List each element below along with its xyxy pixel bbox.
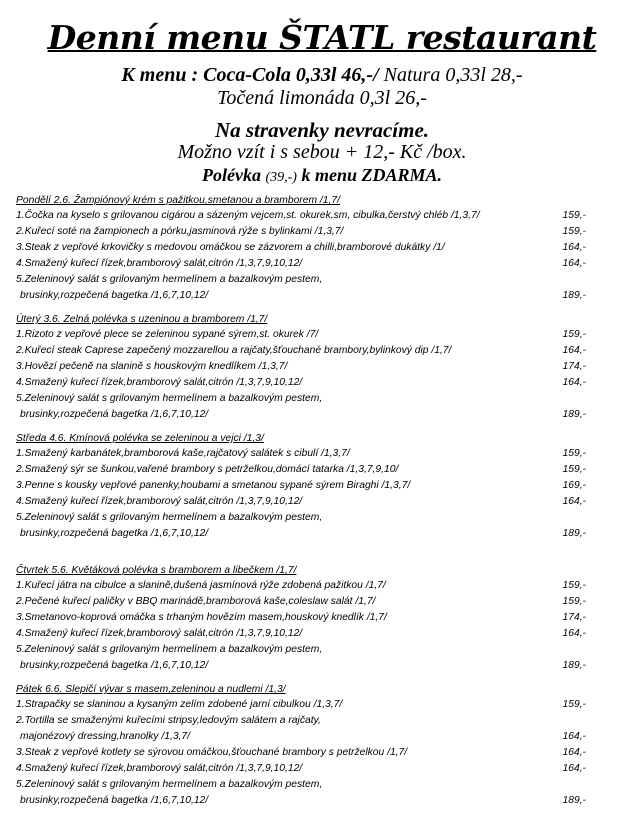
menu-item [16, 745, 586, 761]
menu-item [16, 793, 586, 809]
menu-item [16, 446, 586, 462]
menu-item-text: 4.Smažený kuřecí řízek,bramborový salát,citrón /1,3,7,9,10,12/ [16, 763, 303, 774]
menu-item-text: 3.Steak z vepřové kotlety se sýrovou omáčkou,šťouchané brambory s petrželkou /1,7/ [16, 747, 408, 758]
day-wednesday [16, 432, 586, 542]
menu-item-price: 189,- [562, 409, 586, 420]
menu-item [16, 272, 586, 288]
menu-item-text: 5.Zeleninový salát s grilovaným hermelínem a bazalkovým pestem, [16, 779, 323, 790]
menu-item-price: 159,- [562, 596, 586, 607]
day-soup-title: Středa 4.6. Kmínová polévka se zeleninou a vejci /1,3/ [16, 433, 264, 444]
menu-item [16, 526, 586, 542]
menu-item [16, 697, 586, 713]
menu-item [16, 642, 586, 658]
soup-label: Polévka [201, 165, 266, 185]
menu-item-text: 2.Kuřecí steak Caprese zapečený mozzarellou a rajčaty,šťouchané brambory,bylinkový dip /1,7/ [16, 345, 452, 356]
menu-item-price: 189,- [562, 528, 586, 539]
menu-item [16, 462, 586, 478]
voucher-note: Na stravenky nevracíme. [214, 118, 430, 142]
menu-item-price: 164,- [562, 496, 586, 507]
menu-item [16, 327, 586, 343]
soup-free-label: k menu ZDARMA. [296, 165, 442, 185]
day-soup-title: Pátek 6.6. Slepičí vývar s masem,zeleninou a nudlemi /1,3/ [16, 684, 286, 695]
menu-item-text: brusinky,rozpečená bagetka /1,6,7,10,12/ [20, 795, 209, 806]
menu-item [16, 626, 586, 642]
day-monday [16, 194, 586, 304]
menu-item-price: 159,- [562, 699, 586, 710]
day-soup-title: Úterý 3.6. Zelná polévka s uzeninou a bramborem /1,7/ [16, 314, 268, 325]
takeaway-note: Možno vzít i s sebou + 12,- Kč /box. [177, 141, 467, 163]
menu-item-text: 5.Zeleninový salát s grilovaným hermelínem a bazalkovým pestem, [16, 393, 323, 404]
menu-item-price: 164,- [562, 763, 586, 774]
menu-item-text: 1.Čočka na kyselo s grilovanou cigárou a sázeným vejcem,st. okurek,sm, cibulka,čerstvý chléb /1,3,7/ [16, 210, 480, 221]
menu-item-price: 164,- [562, 345, 586, 356]
menu-item [16, 610, 586, 626]
menu-item [16, 343, 586, 359]
menu-item-text: 4.Smažený kuřecí řízek,bramborový salát,citrón /1,3,7,9,10,12/ [16, 258, 303, 269]
menu-item [16, 359, 586, 375]
menu-item-price: 159,- [562, 464, 586, 475]
menu-item [16, 658, 586, 674]
menu-item [16, 208, 586, 224]
menu-item [16, 407, 586, 423]
menu-item-text: brusinky,rozpečená bagetka /1,6,7,10,12/ [20, 409, 209, 420]
menu-item-text: 5.Zeleninový salát s grilovaným hermelínem a bazalkovým pestem, [16, 644, 323, 655]
menu-item-text: 5.Zeleninový salát s grilovaným hermelínem a bazalkovým pestem, [16, 512, 323, 523]
menu-item-price: 174,- [562, 361, 586, 372]
menu-item [16, 391, 586, 407]
menu-item-price: 164,- [562, 731, 586, 742]
day-tuesday [16, 313, 586, 423]
menu-item-price: 159,- [562, 448, 586, 459]
menu-item-text: 3.Smetanovo-koprová omáčka s trhaným hovězím masem,houskový knedlík /1,7/ [16, 612, 387, 623]
soup-note [0, 165, 644, 186]
daily-menu-list [16, 194, 586, 818]
day-friday [16, 683, 586, 809]
menu-item-text: 2.Smažený sýr se šunkou,vařené brambory s petrželkou,domácí tatarka /1,3,7,9,10/ [16, 464, 399, 475]
menu-item [16, 761, 586, 777]
menu-item [16, 578, 586, 594]
menu-item [16, 594, 586, 610]
menu-item-price: 164,- [562, 258, 586, 269]
menu-item-text: 1.Rizoto z vepřové plece se zeleninou sypané sýrem,st. okurek /7/ [16, 329, 319, 340]
menu-item [16, 375, 586, 391]
menu-item-price: 189,- [562, 290, 586, 301]
menu-item-text: 4.Smažený kuřecí řízek,bramborový salát,citrón /1,3,7,9,10,12/ [16, 628, 303, 639]
drinks-offer: K menu : Coca-Cola 0,33l 46,-/ [121, 64, 379, 86]
menu-item [16, 713, 586, 729]
menu-item-text: 2.Kuřecí soté na žampionech a pórku,jasminová rýže s bylinkami /1,3,7/ [16, 226, 344, 237]
menu-item-text: 2.Tortilla se smaženými kuřecími stripsy,ledovým salátem a rajčaty, [16, 715, 321, 726]
menu-item-price: 189,- [562, 660, 586, 671]
menu-item-price: 159,- [562, 329, 586, 340]
menu-item [16, 729, 586, 745]
menu-item [16, 777, 586, 793]
menu-item-text: 5.Zeleninový salát s grilovaným hermelínem a bazalkovým pestem, [16, 274, 323, 285]
lemonade-line: Točená limonáda 0,3l 26,- [217, 87, 427, 109]
menu-item [16, 478, 586, 494]
day-thursday [16, 564, 586, 674]
menu-item-price: 159,- [562, 226, 586, 237]
menu-item-text: brusinky,rozpečená bagetka /1,6,7,10,12/ [20, 660, 209, 671]
menu-item-price: 164,- [562, 377, 586, 388]
menu-item [16, 288, 586, 304]
drinks-natura: Natura 0,33l 28,- [378, 64, 523, 86]
menu-item [16, 494, 586, 510]
menu-item-text: brusinky,rozpečená bagetka /1,6,7,10,12/ [20, 290, 209, 301]
day-soup-title: Pondělí 2.6. Žampiónový krém s pažitkou,smetanou a bramborem /1,7/ [16, 195, 340, 206]
menu-item [16, 224, 586, 240]
menu-item-price: 164,- [562, 628, 586, 639]
menu-item-price: 159,- [562, 210, 586, 221]
menu-item-price: 164,- [562, 747, 586, 758]
menu-item [16, 240, 586, 256]
menu-item-text: majonézový dressing,hranolky /1,3,7/ [20, 731, 190, 742]
menu-item-text: 3.Penne s kousky vepřové panenky,houbami a smetanou sypané sýrem Biraghi /1,3,7/ [16, 480, 411, 491]
day-soup-title: Čtvrtek 5.6. Květáková polévka s bramborem a libečkem /1,7/ [16, 565, 297, 576]
menu-item-text: 4.Smažený kuřecí řízek,bramborový salát,citrón /1,3,7,9,10,12/ [16, 377, 303, 388]
soup-price: (39,-) [265, 170, 297, 185]
menu-item-text: 4.Smažený kuřecí řízek,bramborový salát,citrón /1,3,7,9,10,12/ [16, 496, 303, 507]
menu-item-text: brusinky,rozpečená bagetka /1,6,7,10,12/ [20, 528, 209, 539]
menu-item-text: 1.Kuřecí játra na cibulce a slanině,dušená jasmínová rýže zdobená pažitkou /1,7/ [16, 580, 386, 591]
menu-title: Denní menu ŠTATL restaurant [47, 18, 597, 57]
menu-item-price: 169,- [562, 480, 586, 491]
menu-item-price: 189,- [562, 795, 586, 806]
menu-item [16, 256, 586, 272]
menu-item-price: 164,- [562, 242, 586, 253]
drinks-line [0, 64, 644, 87]
menu-item-text: 1.Smažený karbanátek,bramborová kaše,rajčatový salátek s cibulí /1,3,7/ [16, 448, 350, 459]
menu-item [16, 510, 586, 526]
menu-item-text: 1.Strapačky se slaninou a kysaným zelím zdobené jarní cibulkou /1,3,7/ [16, 699, 343, 710]
menu-item-text: 3.Steak z vepřové krkovičky s medovou omáčkou se zázvorem a chilli,bramborové dukátky /1/ [16, 242, 445, 253]
menu-item-price: 174,- [562, 612, 586, 623]
menu-item-text: 3.Hovězí pečeně na slanině s houskovým knedlíkem /1,3,7/ [16, 361, 288, 372]
menu-item-text: 2.Pečené kuřecí paličky v BBQ marinádě,bramborová kaše,coleslaw salát /1,7/ [16, 596, 376, 607]
menu-item-price: 159,- [562, 580, 586, 591]
